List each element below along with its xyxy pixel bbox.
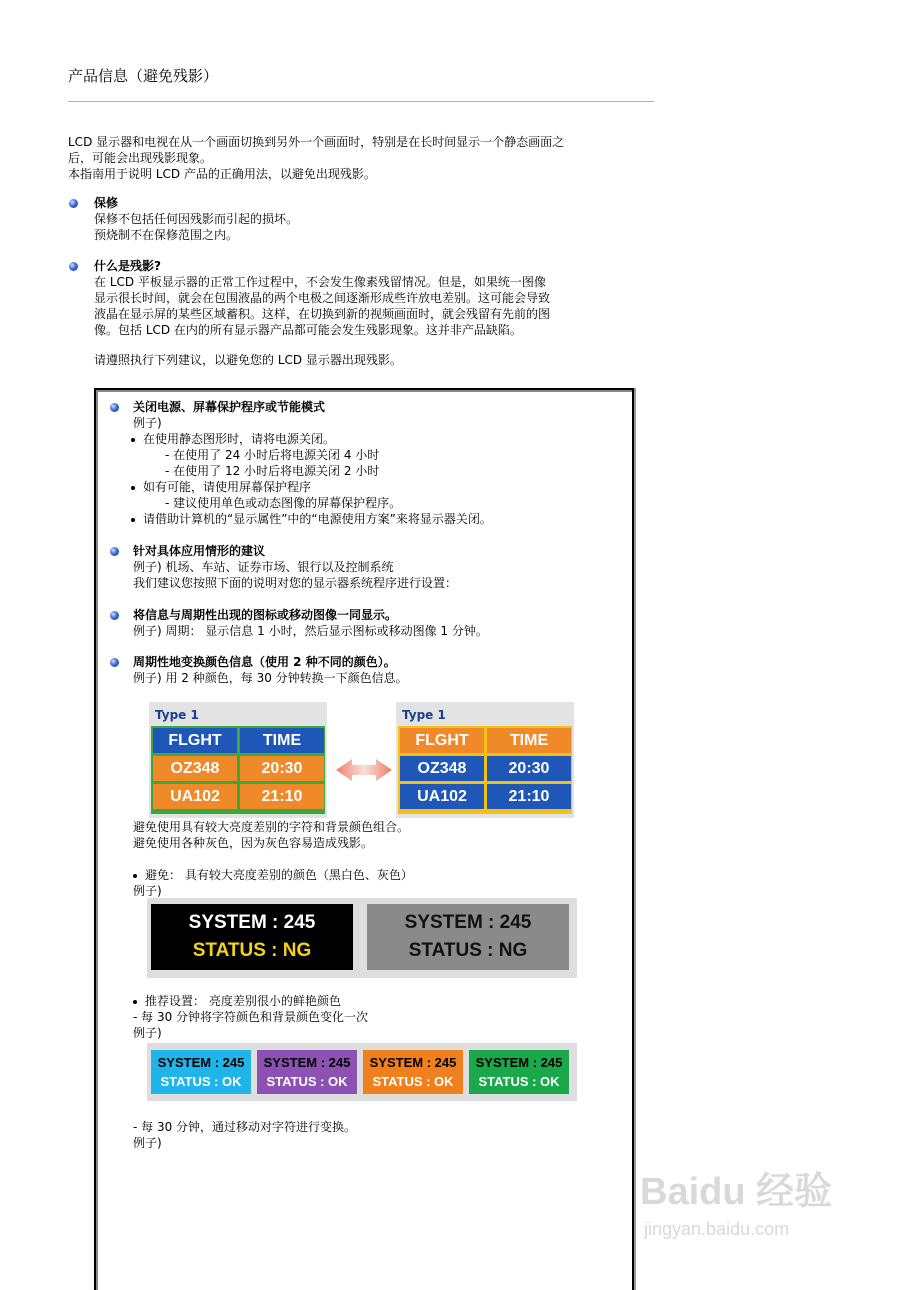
specific-section [133,543,623,591]
list-item: 避免： 具有较大亮度差别的颜色（黑白色、灰色） [133,867,623,883]
section-line: 避免使用各种灰色，因为灰色容易造成残影。 [133,836,374,850]
color-status-box [151,1050,251,1094]
list-subitem: - 在使用了 24 小时后将电源关闭 4 小时 [165,448,380,462]
recommend-text [133,993,623,1041]
section-line: 显示很长时间，就会在包围液晶的两个电极之间逐渐形成些许放电差别。这可能会导致 [94,291,551,305]
system-compare-panel [147,898,577,978]
example-label: 例子) [133,416,162,430]
section-heading: 什么是残影? [94,259,161,273]
section-line: 在 LCD 平板显示器的正常工作过程中，不会发生像素残留情况。但是，如果统一图像 [94,275,546,289]
system-box-gray [367,904,569,970]
section-heading: 关闭电源、屏幕保护程序或节能模式 [133,400,326,414]
intro-line: 后，可能会出现残影现象。 [68,151,213,165]
section-line: 例子) 周期： 显示信息 1 小时，然后显示图标或移动图像 1 分钟。 [133,624,488,638]
bullet-icon [69,262,78,271]
flight-cell: TIME [487,728,571,753]
system-line: SYSTEM : 245 [404,912,532,933]
watermark-url: jingyan.baidu.com [644,1219,790,1239]
flight-grid [398,726,572,814]
system-line: SYSTEM : 245 [263,1055,351,1070]
list-subitem: - 在使用了 12 小时后将电源关闭 2 小时 [165,464,380,478]
section-line: 例子) 机场、车站、证券市场、银行以及控制系统 [133,560,394,574]
what-section [94,258,654,368]
color-box-row [151,1050,575,1094]
type-panel-right [396,702,574,818]
flight-cell: 21:10 [487,784,571,809]
section-heading: 周期性地变换颜色信息（使用 2 种不同的颜色）。 [133,655,396,669]
example-label: 例子) [133,1026,162,1040]
status-line: STATUS : OK [266,1074,348,1089]
section-line: 液晶在显示屏的某些区域蓄积。这样，在切换到新的视频画面时，就会残留有先前的图 [94,307,551,321]
list-item: 在使用静态图形时，请将电源关闭。 [131,431,623,447]
example-label: 例子) [133,1136,162,1150]
dot-icon [131,438,135,442]
color-boxes-panel [147,1043,577,1101]
flight-cell: 20:30 [487,756,571,781]
advice-line: 请遵照执行下列建议，以避免您的 LCD 显示器出现残影。 [94,353,402,367]
list-item: 请借助计算机的“显示属性”中的“电源使用方案”来将显示器关闭。 [131,511,623,527]
color-status-box [363,1050,463,1094]
system-line: SYSTEM : 245 [475,1055,563,1070]
swap-arrow-icon [336,759,392,781]
section-heading: 针对具体应用情形的建议 [133,544,266,558]
flight-cell: UA102 [153,784,237,809]
list-subitem: - 建议使用单色或动态图像的屏幕保护程序。 [165,496,402,510]
bullet-icon [110,611,119,620]
flight-cell: 21:10 [240,784,324,809]
section-line: 我们建议您按照下面的说明对您的显示器系统程序进行设置： [133,576,458,590]
flight-cell: FLGHT [153,728,237,753]
example-label: 例子) [133,884,162,898]
status-line: STATUS : NG [192,940,312,961]
section-line: 保修不包括任何因残影而引起的损坏。 [94,212,299,226]
flight-grid [151,726,325,814]
icon-display-section [133,607,623,639]
intro-line: LCD 显示器和电视在从一个画面切换到另外一个画面时，特别是在长时间显示一个静态画面之 [68,135,565,149]
dot-icon [131,486,135,490]
status-line: STATUS : OK [372,1074,454,1089]
section-line: - 每 30 分钟将字符颜色和背景颜色变化一次 [133,1010,369,1024]
intro-line: 本指南用于说明 LCD 产品的正确用法，以避免出现残影。 [68,167,376,181]
color-status-box [469,1050,569,1094]
section-heading: 保修 [94,196,119,210]
section-line: 像。包括 LCD 在内的所有显示器产品都可能会发生残影现象。这并非产品缺陷。 [94,323,522,337]
color-change-section [133,654,623,686]
type-label: Type 1 [155,708,199,722]
warranty-section [94,195,654,243]
flight-cell: 20:30 [240,756,324,781]
page-title: 产品信息（避免残影） [68,67,219,85]
dot-icon [133,1000,137,1004]
flight-cell: UA102 [400,784,484,809]
flight-cell: OZ348 [153,756,237,781]
avoid-text [133,819,623,899]
bullet-icon [110,658,119,667]
system-line: SYSTEM : 245 [188,912,316,933]
dot-icon [133,874,137,878]
section-line: 例子) 用 2 种颜色，每 30 分钟转换一下颜色信息。 [133,671,408,685]
system-box-dark [151,904,353,970]
section-heading: 将信息与周期性出现的图标或移动图像一同显示。 [133,608,398,622]
list-item: 如有可能，请使用屏幕保护程序 [131,479,623,495]
status-line: STATUS : OK [160,1074,242,1089]
section-line: 预烧制不在保修范围之内。 [94,228,239,242]
color-status-box [257,1050,357,1094]
type-panel-left [149,702,327,818]
type-label: Type 1 [402,708,446,722]
status-line: STATUS : OK [478,1074,560,1089]
system-line: SYSTEM : 245 [369,1055,457,1070]
flight-cell: FLGHT [400,728,484,753]
section-line: 避免使用具有较大亮度差别的字符和背景颜色组合。 [133,820,410,834]
title-divider [68,101,654,102]
watermark-brand: Baidu 经验 [640,1171,833,1213]
bullet-icon [110,547,119,556]
dot-icon [131,518,135,522]
bullet-icon [69,199,78,208]
bullet-icon [110,403,119,412]
system-line: SYSTEM : 245 [157,1055,245,1070]
flight-cell: OZ348 [400,756,484,781]
list-item: 推荐设置： 亮度差别很小的鲜艳颜色 [133,993,623,1009]
power-off-section [133,399,623,527]
intro-text [68,134,648,182]
flight-cell: TIME [240,728,324,753]
status-line: STATUS : NG [408,940,528,961]
section-line: - 每 30 分钟，通过移动对字符进行变换。 [133,1120,357,1134]
move-text [133,1119,623,1151]
